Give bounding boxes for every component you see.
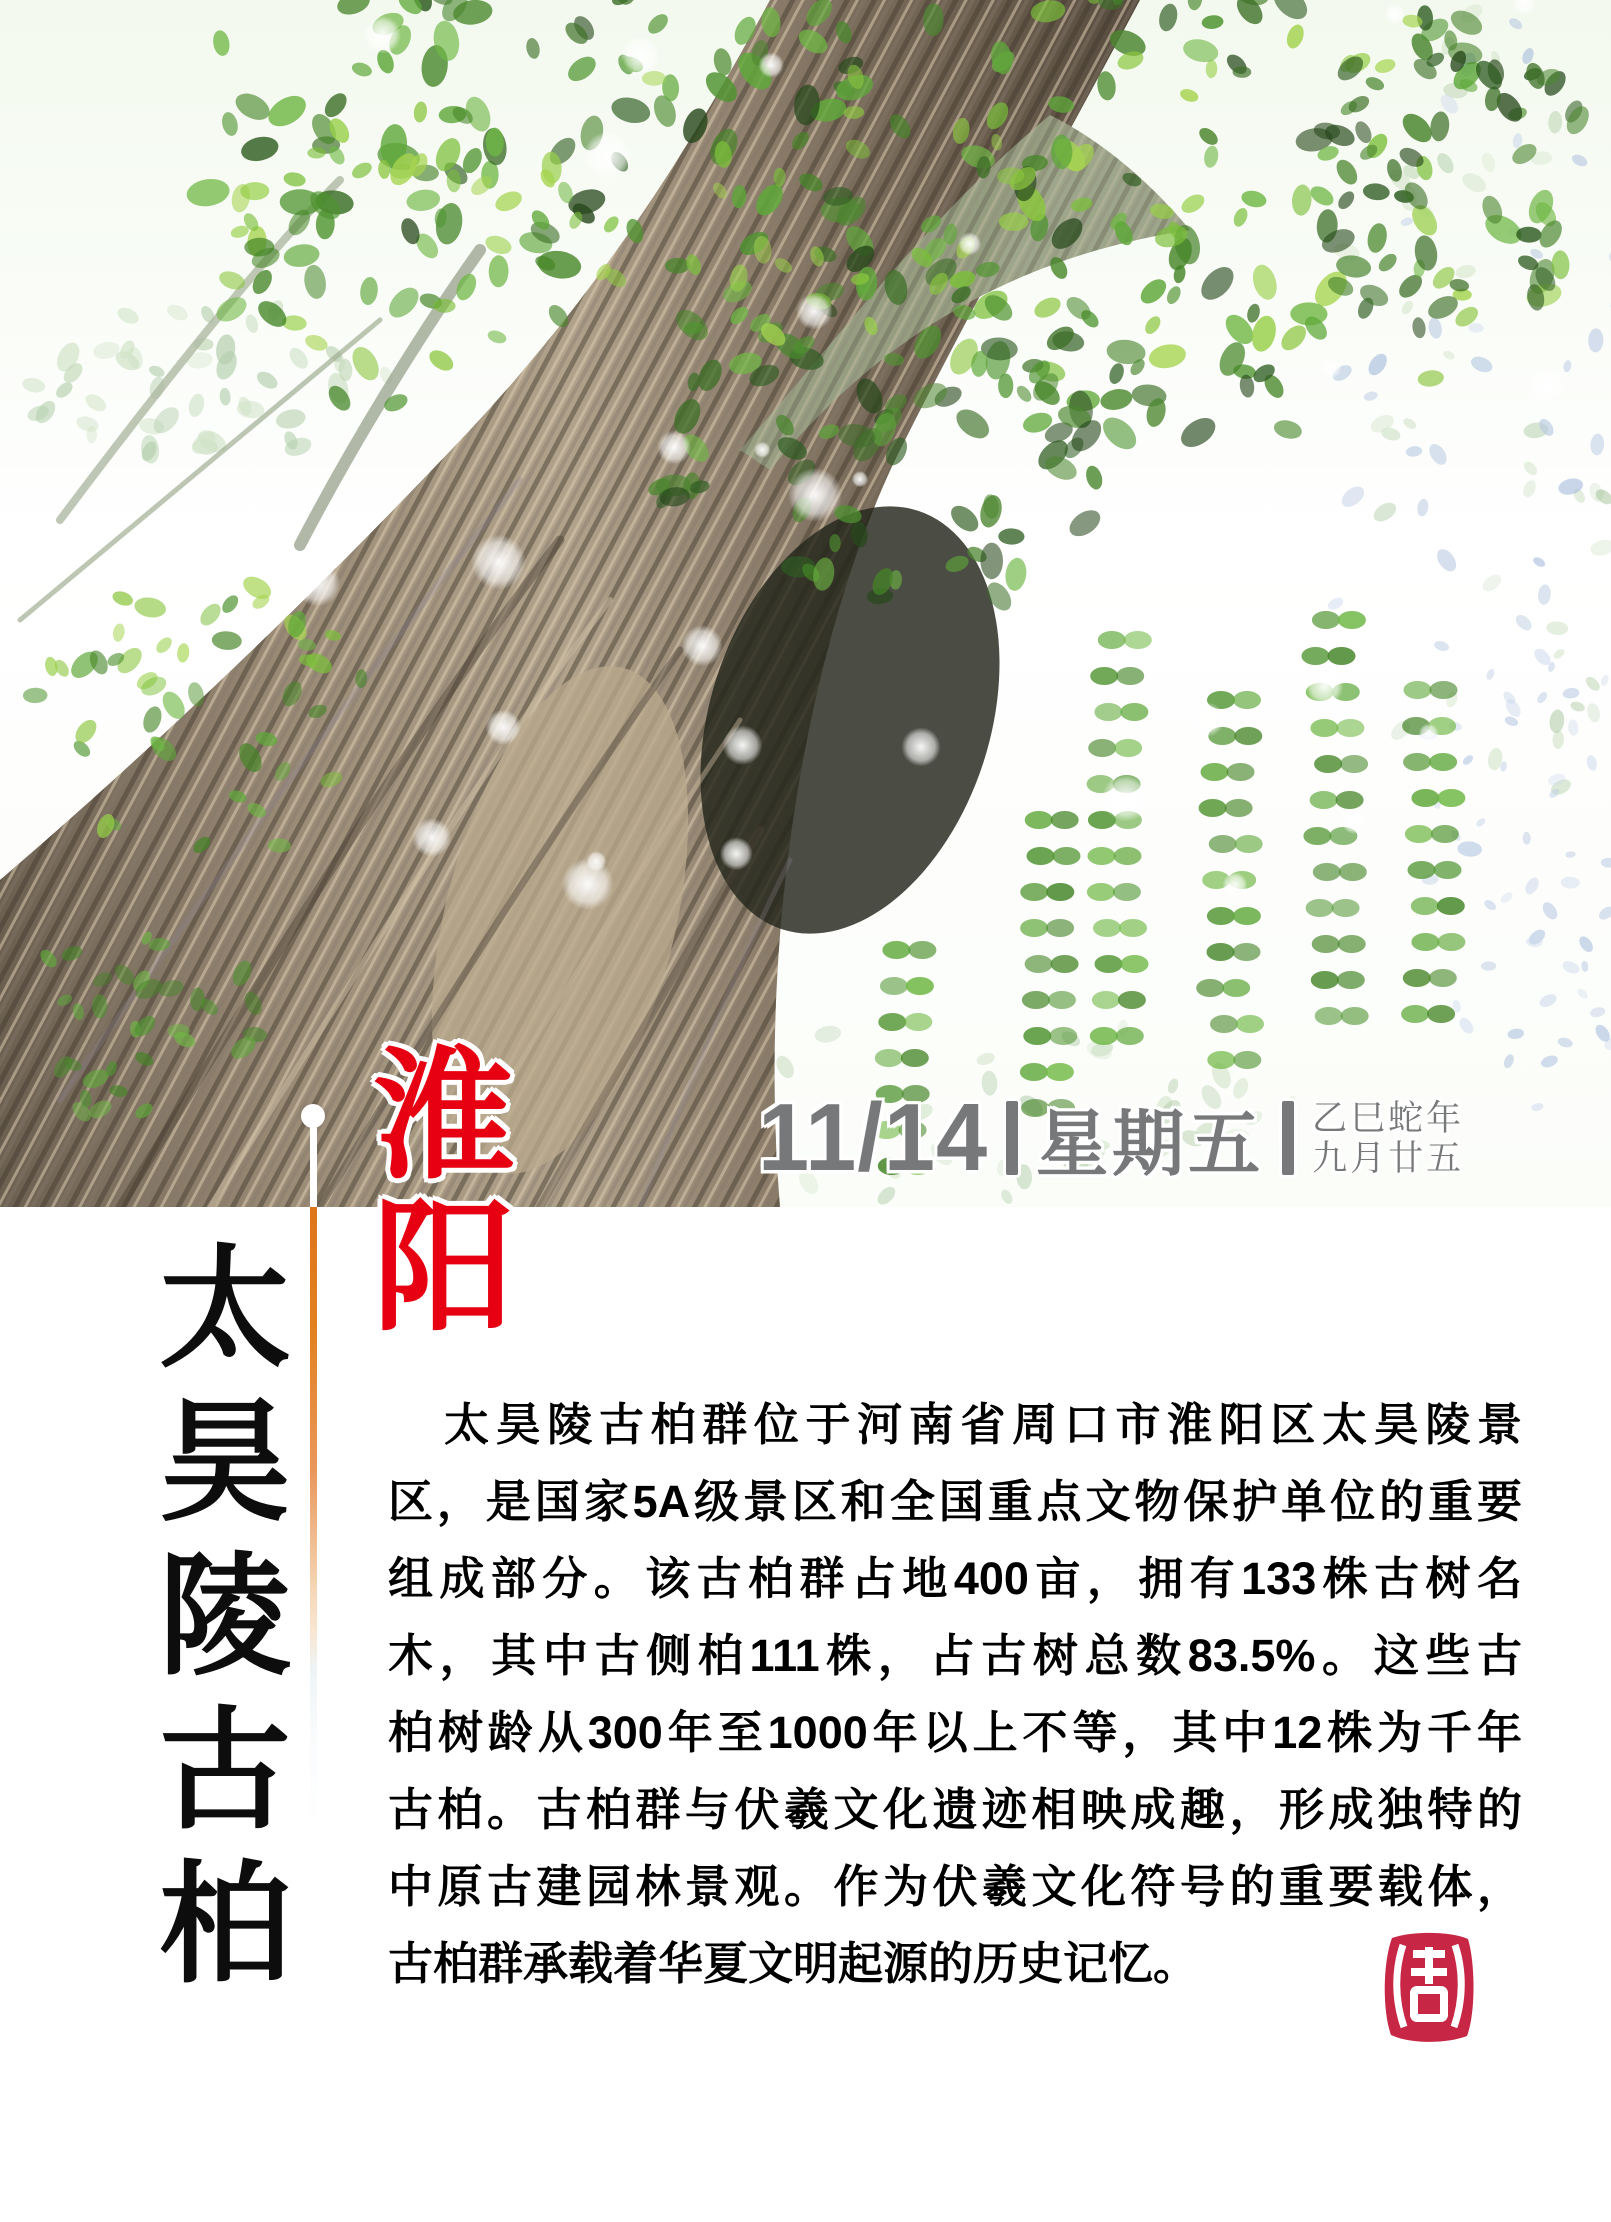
lunar-date (1312, 1098, 1465, 1178)
date-row (758, 1086, 1464, 1190)
body-paragraph (388, 1392, 1522, 2008)
paragraph-line: 木，其中古侧柏111株，占古树总数83.5%。这些古 (388, 1630, 1522, 1681)
paragraph-line: 古柏。古柏群与伏羲文化遗迹相映成趣，形成独特的 (388, 1784, 1522, 1835)
paragraph-line: 太昊陵古柏群位于河南省周口市淮阳区太昊陵景 (444, 1399, 1522, 1450)
timeline-line (310, 1207, 317, 1832)
date-separator-bar (1282, 1101, 1294, 1175)
date-weekday: 星期五 (1036, 1105, 1265, 1185)
pin-line-upper (310, 1124, 317, 1207)
paragraph-line: 中原古建园林景观。作为伏羲文化符号的重要载体， (388, 1861, 1522, 1912)
paragraph-line: 柏树龄从300年至1000年以上不等，其中12株为千年 (388, 1707, 1522, 1758)
zhou-seal-glyph (1376, 1928, 1482, 2046)
date-gregorian: 11/14 (758, 1084, 989, 1191)
lunar-year: 乙巳蛇年 (1312, 1098, 1465, 1138)
paragraph-line: 组成部分。该古柏群占地400亩，拥有133株古树名 (388, 1553, 1522, 1604)
paragraph-line: 古柏群承载着华夏文明起源的历史记忆。 (388, 1938, 1199, 1989)
zhou-seal-stamp (1376, 1928, 1482, 2046)
date-separator-bar (1006, 1101, 1018, 1175)
paragraph-line: 区，是国家5A级景区和全国重点文物保护单位的重要 (388, 1476, 1522, 1527)
main-title: 太昊陵古柏 (139, 1238, 286, 2008)
lunar-day: 九月廿五 (1312, 1138, 1465, 1178)
location-label: 淮阳 (352, 1040, 510, 1344)
